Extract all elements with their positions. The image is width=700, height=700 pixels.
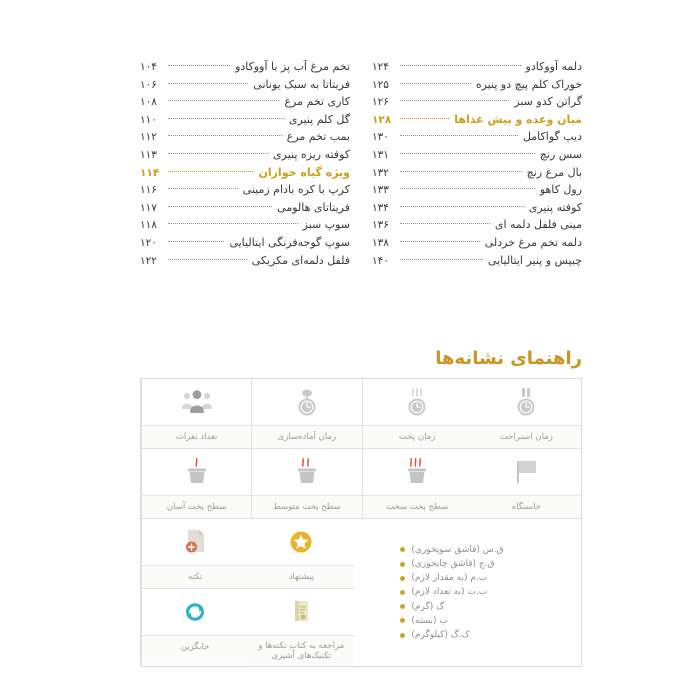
toc-leader-dots <box>400 118 449 119</box>
toc-entry-page: ۱۲۵ <box>372 78 389 91</box>
toc-entry[interactable] <box>140 128 350 146</box>
toc-entry-title: فریتاتای هالومی <box>277 200 350 214</box>
toc-leader-dots <box>168 100 279 101</box>
toc-entry[interactable] <box>372 252 582 270</box>
toc-entry-title: کوفته پنیری <box>528 200 582 214</box>
toc-entry-title: فلفل دلمه‌ای مکزیکی <box>251 253 350 267</box>
symbol-label: سطح پخت متوسط <box>252 495 361 518</box>
toc-entry-title: سوپ گوجه‌فرنگی ایتالیایی <box>229 235 350 249</box>
toc-leader-dots <box>168 206 272 207</box>
toc-section-heading[interactable] <box>372 111 582 129</box>
toc-entry[interactable] <box>372 181 582 199</box>
abbreviation-label: گ (گرم) <box>411 601 445 612</box>
toc-leader-dots <box>400 241 480 242</box>
toc-entry[interactable] <box>140 199 350 217</box>
toc-entry-page: ۱۱۶ <box>140 184 157 197</box>
toc-leader-dots <box>168 83 248 84</box>
pause-clock-icon <box>472 379 581 425</box>
toc-leader-dots <box>168 135 282 136</box>
symbol-guide-table <box>140 378 582 667</box>
bullet-dot-icon <box>400 547 405 552</box>
toc-entry-page: ۱۳۰ <box>372 131 389 144</box>
symbol-label: پیشنهاد <box>248 565 354 588</box>
toc-entry-title: چیپس و پنیر ایتالیایی <box>487 253 582 267</box>
symbol-cell-difficulty-medium[interactable] <box>251 449 361 518</box>
toc-entry-page: ۱۰۴ <box>140 61 157 73</box>
symbol-cell-reference-book[interactable] <box>248 589 354 666</box>
abbreviations-cell <box>354 519 581 666</box>
list-item <box>400 571 487 585</box>
abbreviation-label: ب.م (به مقدار لازم) <box>411 573 488 584</box>
toc-entry-title: فریتاتا به سبک یونانی <box>253 77 350 91</box>
list-item <box>400 585 487 599</box>
bullet-dot-icon <box>400 633 405 638</box>
toc-entry-page: ۱۱۳ <box>140 148 157 161</box>
toc-leader-dots <box>168 188 238 189</box>
pot-hard-icon <box>363 449 472 495</box>
toc-entry-title: سس رنچ <box>539 147 582 161</box>
toc-entry-title: دلمه تخم مرغ خردلی <box>484 235 582 249</box>
toc-entry-page: ۱۳۳ <box>372 184 389 197</box>
list-item <box>400 614 447 628</box>
toc-entry[interactable] <box>140 234 350 252</box>
toc-entry[interactable] <box>140 93 350 111</box>
toc-entry-page: ۱۳۲ <box>372 166 389 179</box>
prep-clock-icon <box>252 379 361 425</box>
toc-entry-title: کاری تخم مرغ <box>284 95 350 109</box>
toc-leader-dots <box>168 118 284 119</box>
bullet-dot-icon <box>400 604 405 609</box>
toc-leader-dots <box>168 65 230 66</box>
toc-entry-title: سوپ سبز <box>302 218 350 232</box>
toc-entry[interactable] <box>140 146 350 164</box>
star-badge-icon <box>248 519 354 565</box>
toc-entry[interactable] <box>372 199 582 217</box>
toc-entry-title: مینی فلفل دلمه ای <box>494 218 582 232</box>
symbol-label: زمان پخت <box>363 425 472 448</box>
toc-entry-page: ۱۲۶ <box>372 96 389 109</box>
toc-leader-dots <box>400 135 518 136</box>
symbol-label: سطح پخت آسان <box>142 495 251 518</box>
bullet-dot-icon <box>400 590 405 595</box>
bullet-dot-icon <box>400 618 405 623</box>
abbreviation-label: ق.س (قاشق سوپخوری) <box>411 544 504 555</box>
toc-entry[interactable] <box>372 76 582 94</box>
toc-entry-title: گراتن کدو سبز <box>514 95 582 109</box>
book-icon <box>248 589 354 635</box>
toc-entry-title: کوفته ریزه پنیری <box>273 147 350 161</box>
symbol-cell-servings[interactable] <box>141 379 251 448</box>
symbol-cell-difficulty-hard[interactable] <box>362 449 472 518</box>
list-item <box>400 628 469 642</box>
symbol-label: زمان استراحت <box>472 425 581 448</box>
symbol-cell-cook-time[interactable] <box>362 379 472 448</box>
toc-entry[interactable] <box>372 128 582 146</box>
symbol-label: نکته <box>142 565 248 588</box>
toc-entry-page: ۱۱۴ <box>140 166 160 179</box>
people-group-icon <box>142 379 251 425</box>
symbol-substack <box>141 519 354 666</box>
toc-leader-dots <box>168 223 298 224</box>
toc-leader-dots <box>400 65 521 66</box>
toc-entry-page: ۱۳۶ <box>372 219 389 232</box>
toc-entry[interactable] <box>140 111 350 129</box>
abbreviation-label: ق.چ (قاشق چایخوری) <box>411 558 495 569</box>
toc-entry[interactable] <box>372 58 582 76</box>
toc-entry-title: دلمه آووکادو <box>525 60 582 73</box>
toc-entry-title: خوراک کلم پیچ دو پنیره <box>475 77 582 91</box>
symbol-table-row-4 <box>141 588 354 666</box>
toc-entry[interactable] <box>140 216 350 234</box>
abbreviation-label: ب.ت (به تعداد لازم) <box>411 587 488 598</box>
toc-entry[interactable] <box>372 93 582 111</box>
toc-leader-dots <box>400 259 483 260</box>
toc-leader-dots <box>400 223 490 224</box>
toc-leader-dots <box>400 206 524 207</box>
toc-entry-page: ۱۱۷ <box>140 201 157 214</box>
symbol-table-row-3 <box>141 519 354 588</box>
toc-entry-page: ۱۰۶ <box>140 78 157 91</box>
pot-medium-icon <box>252 449 361 495</box>
bullet-dot-icon <box>400 576 405 581</box>
symbol-label: مراجعه به کتاب نکته‌ها و تکنیک‌های آشپزی <box>248 635 354 666</box>
note-document-icon <box>142 519 248 565</box>
toc-entry[interactable] <box>372 164 582 182</box>
symbol-table-row-1 <box>141 379 581 448</box>
toc-entry-page: ۱۲۸ <box>372 113 392 126</box>
symbol-label: خاستگاه <box>472 495 581 518</box>
abbreviation-label: ب (بسته) <box>411 615 448 626</box>
toc-leader-dots <box>400 83 471 84</box>
list-item <box>400 557 494 571</box>
list-item <box>400 600 444 614</box>
symbol-label: تعداد نفرات <box>142 425 251 448</box>
symbol-label: زمان آماده‌سازی <box>252 425 361 448</box>
toc-entry[interactable] <box>372 234 582 252</box>
symbol-cell-substitute[interactable] <box>141 589 248 666</box>
toc-entry-title: ویژه گیاه خواران <box>258 165 350 179</box>
pot-easy-icon <box>142 449 251 495</box>
symbol-table-row-3-4 <box>141 518 581 666</box>
symbol-cell-difficulty-easy[interactable] <box>141 449 251 518</box>
toc-leader-dots <box>168 259 247 260</box>
toc-entry-page: ۱۲۴ <box>372 61 389 73</box>
toc-leader-dots <box>400 100 509 101</box>
toc-entry-page: ۱۲۰ <box>140 236 157 249</box>
symbol-cell-origin[interactable] <box>472 449 581 518</box>
toc-entry-page: ۱۲۲ <box>140 254 157 267</box>
toc-column-right <box>140 58 350 269</box>
steam-clock-icon <box>363 379 472 425</box>
toc-entry-page: ۱۱۲ <box>140 131 157 144</box>
toc-entry[interactable] <box>140 76 350 94</box>
symbol-cell-rest-time[interactable] <box>472 379 581 448</box>
toc-section-heading[interactable] <box>140 164 350 182</box>
toc-entry-title: رول کاهو <box>539 183 582 197</box>
recycle-swap-icon <box>142 589 248 635</box>
toc-entry-page: ۱۳۱ <box>372 148 389 161</box>
symbol-cell-prep-time[interactable] <box>251 379 361 448</box>
toc-entry-page: ۱۱۸ <box>140 219 157 232</box>
toc-leader-dots <box>400 153 535 154</box>
toc-entry-title: بال مرغ رنچ <box>526 165 582 179</box>
toc-entry[interactable] <box>372 146 582 164</box>
toc-entry-page: ۱۳۸ <box>372 236 389 249</box>
abbreviation-label: ک.گ (کیلوگرم) <box>411 630 470 640</box>
toc-entry[interactable] <box>140 181 350 199</box>
symbol-cell-suggestion[interactable] <box>248 519 354 588</box>
symbol-label: جایگزین <box>142 635 248 658</box>
toc-entry[interactable] <box>140 58 350 76</box>
toc-leader-dots <box>400 171 522 172</box>
list-item <box>400 543 503 557</box>
symbol-table-row-2 <box>141 448 581 518</box>
toc-column-left <box>372 58 582 269</box>
symbol-guide-heading: راهنمای نشانه‌ها <box>435 348 582 369</box>
toc-leader-dots <box>400 188 535 189</box>
toc-entry[interactable] <box>140 252 350 270</box>
toc-entry-title: گل کلم پنیری <box>288 112 350 126</box>
toc-entry-page: ۱۱۰ <box>140 113 157 126</box>
toc-leader-dots <box>168 171 253 172</box>
symbol-cell-note[interactable] <box>141 519 248 588</box>
bullet-dot-icon <box>400 562 405 567</box>
toc-entry-page: ۱۳۴ <box>372 201 389 214</box>
toc-entry-title: دیپ گواکامل <box>522 130 582 144</box>
table-of-contents <box>140 58 582 269</box>
flag-icon <box>472 449 581 495</box>
toc-entry-page: ۱۰۸ <box>140 96 157 109</box>
toc-entry-title: میان وعده و پیش غذاها <box>454 112 582 126</box>
toc-entry[interactable] <box>372 216 582 234</box>
symbol-label: سطح پخت سخت <box>363 495 472 518</box>
toc-leader-dots <box>168 153 268 154</box>
toc-leader-dots <box>168 241 224 242</box>
toc-entry-title: کرپ با کره بادام زمینی <box>242 183 350 197</box>
toc-entry-title: تخم مرغ آب پز با آووکادو <box>235 60 350 73</box>
abbreviation-list <box>354 543 581 642</box>
toc-entry-page: ۱۴۰ <box>372 254 389 267</box>
toc-entry-title: بمب تخم مرغ <box>286 130 350 144</box>
